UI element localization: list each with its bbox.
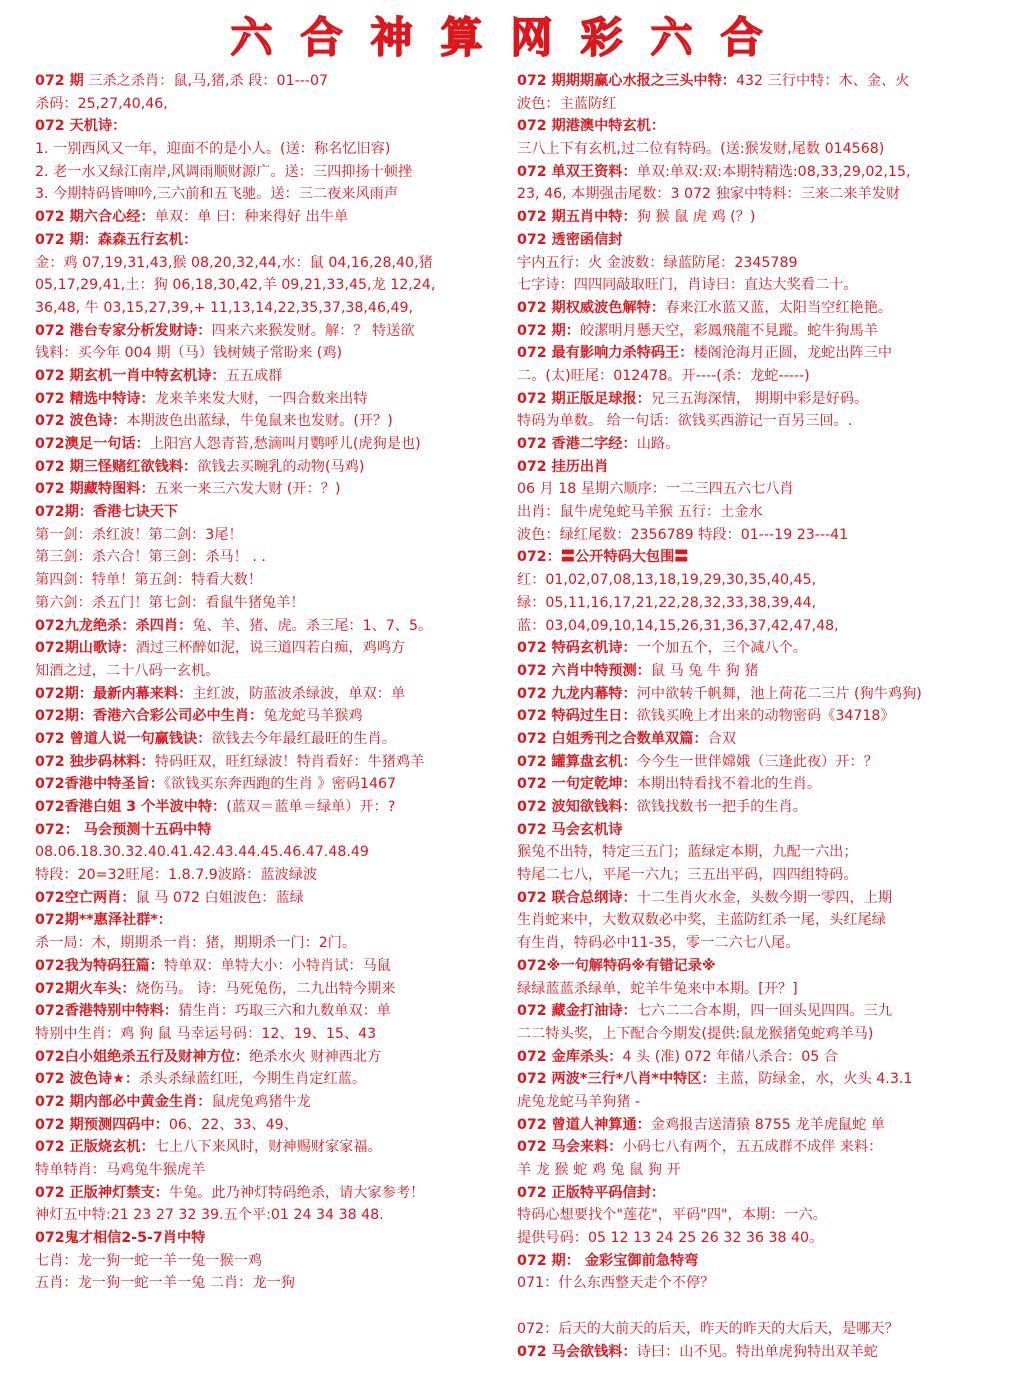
text-line <box>35 1250 507 1273</box>
text-line <box>35 864 507 887</box>
line-body: 钱料：买今年 004 期（马）钱树姨子常盼来 (鸡) <box>35 345 343 362</box>
line-body: 欲钱找数书一把手的生肖。 <box>636 799 807 815</box>
line-heading: 072 独步码林料： <box>35 753 155 770</box>
line-heading: 072 马会来料： <box>517 1139 623 1156</box>
line-body: 《欲钱买东奔西跑的生肖 》密码1467 <box>163 776 397 793</box>
text-line <box>517 410 997 433</box>
text-line <box>35 1227 507 1250</box>
line-heading: 072 期：森森五行玄机： <box>35 231 198 248</box>
text-line <box>517 252 997 275</box>
line-body: 主蓝，防绿金，水，火头 4.3.1 <box>715 1071 913 1088</box>
line-body: 特码心想要找个"莲花"，平码"四"，本期：一六。 <box>517 1207 827 1224</box>
text-line <box>35 93 507 116</box>
text-line <box>35 932 507 955</box>
line-body: 06、22、33、49、 <box>168 1116 298 1133</box>
text-line <box>517 955 997 978</box>
line-body: 2. 老一水又绿江南岸,风调雨顺财源广。送：三四抑扬十顿挫 <box>35 163 413 180</box>
text-line <box>517 93 997 116</box>
text-line <box>517 433 997 456</box>
line-heading: 072 曾道人说一句赢钱诀： <box>35 730 212 747</box>
line-heading: 072 藏金打油诗： <box>517 1003 637 1020</box>
text-line <box>517 728 997 751</box>
text-line <box>517 1136 997 1159</box>
text-line <box>35 1114 507 1137</box>
text-line <box>517 683 997 706</box>
line-heading: 072 期 <box>35 73 84 89</box>
line-body: 生肖蛇来中，大数双数必中奖，主蓝防红杀一尾，头红尾绿 <box>517 912 886 929</box>
text-line <box>517 1023 997 1046</box>
line-body: 上阳宫人怨青苔,愁滴叫月鹦呼儿(虎狗是也) <box>149 436 421 452</box>
line-body: 1. 一别西风又一年，迎面不的是小人。(送：称名忆旧容) <box>35 141 391 158</box>
text-line <box>35 569 507 592</box>
text-line <box>517 1250 997 1273</box>
line-heading: 072：〓公开特码大包围〓 <box>517 549 689 566</box>
line-body: 龙来羊来发大财，一四合数来出特 <box>154 390 368 407</box>
line-body: 第三剑：杀六合！第三剑：杀马！ . . <box>35 549 266 566</box>
line-body: 特单特肖：马鸡兔牛猴虎羊 <box>35 1162 206 1178</box>
line-body: 071：什么东西整天走个不停？ <box>517 1275 715 1292</box>
line-heading: 072 期： <box>517 322 580 339</box>
text-line <box>35 773 507 796</box>
text-line <box>35 1182 507 1205</box>
line-heading: 072期：香港七诀天下 <box>35 504 179 521</box>
line-heading: 072 一句定乾坤： <box>517 776 637 793</box>
line-heading: 072 波色诗： <box>35 413 127 430</box>
line-body: 小码七八有两个，五五成群不成伴 来料： <box>622 1139 883 1156</box>
line-heading: 072空亡两肖： <box>35 889 136 906</box>
line-heading: 072 曾道人神算通： <box>517 1116 651 1133</box>
text-line <box>35 320 507 343</box>
text-line <box>35 955 507 978</box>
line-body: 蓝：03,04,09,10,14,15,26,31,36,37,42,47,48, <box>517 617 839 634</box>
text-line <box>517 1046 997 1069</box>
line-heading: 072澳足一句话： <box>35 436 150 452</box>
line-body: 欲钱去今年最红最旺的生肖。 <box>211 730 396 747</box>
line-body: 本期波色出蓝绿，牛兔鼠来也发财。(开？) <box>126 413 393 430</box>
line-heading: 072 期预测四码中： <box>35 1116 169 1133</box>
line-body: 七肖：龙一狗一蛇一羊一兔一猴一鸡 <box>35 1252 263 1269</box>
line-body: 鼠 马 072 白姐波色：蓝绿 <box>135 889 304 906</box>
text-line <box>517 592 997 615</box>
line-heading: 072： 马会预测十五码中特 <box>35 821 212 838</box>
line-heading: 072 马会欲钱料： <box>517 1343 637 1360</box>
text-line <box>35 365 507 388</box>
text-line <box>35 705 507 728</box>
text-line <box>35 297 507 320</box>
line-body: 河中欲转千帆舞，池上荷花二三片 (狗牛鸡狗) <box>636 685 922 702</box>
text-line <box>35 1023 507 1046</box>
line-body: 红：01,02,07,08,13,18,19,29,30,35,40,45, <box>517 572 817 589</box>
text-line <box>517 478 997 501</box>
text-line <box>35 410 507 433</box>
line-body: 楼阁沧海月正圆，龙蛇出阵三中 <box>693 345 893 362</box>
line-body: 23, 46, 本期强击尾数：3 072 独家中特料：三来二来羊发财 <box>517 186 901 203</box>
line-body: 有生肖，特码必中11-35，零一二六七八尾。 <box>517 935 800 952</box>
line-body: 金鸡报吉送清猿 8755 龙羊虎鼠蛇 单 <box>650 1116 885 1133</box>
text-line <box>517 637 997 660</box>
line-heading: 072 期玄机一肖中特玄机诗： <box>35 367 226 384</box>
line-body: 五五成群 <box>225 367 283 384</box>
text-line <box>517 660 997 683</box>
line-body: 七六二二合本期，四一回头见四四。三九 <box>636 1003 893 1020</box>
text-line <box>35 274 507 297</box>
line-body: 432 三行中特：木、金、火 <box>736 73 910 89</box>
text-line <box>35 887 507 910</box>
line-heading: 072期山歌诗： <box>35 640 136 657</box>
text-line <box>35 909 507 932</box>
text-line <box>35 1091 507 1114</box>
line-heading: 072 期正版足球报： <box>517 390 651 407</box>
line-body: 二。(太)旺尾：012478。开----(杀：龙蛇-----) <box>517 367 810 384</box>
line-body: 兔、羊、猪、虎。杀三尾：1、7、5。 <box>192 617 433 634</box>
text-line <box>35 115 507 138</box>
line-heading: 072期：最新内幕来料： <box>35 685 193 702</box>
line-heading: 072 金库杀头： <box>517 1048 623 1065</box>
line-heading: 072期火车头： <box>35 980 136 997</box>
line-heading: 072 联合总纲诗： <box>517 889 637 906</box>
text-line <box>517 932 997 955</box>
line-body: 金：鸡 07,19,31,43,猴 08,20,32,44,水：鼠 04,16,28,40,猪 <box>35 254 433 271</box>
line-body: 杀码：25,27,40,46, <box>35 95 168 112</box>
line-body: 绝杀水火 财神西北方 <box>249 1048 382 1065</box>
line-heading: 072 期权威波色解特： <box>517 299 666 316</box>
line-heading: 072香港特别中特料： <box>35 1003 179 1020</box>
text-line <box>35 683 507 706</box>
text-line <box>517 819 997 842</box>
line-body: 猜生肖：巧取三六和九数单双：单 <box>178 1003 391 1020</box>
text-line <box>517 1091 997 1114</box>
text-line <box>517 1068 997 1091</box>
text-line <box>35 978 507 1001</box>
line-heading: 072 期期期赢心水报之三头中特： <box>517 73 736 89</box>
text-line <box>517 864 997 887</box>
text-line <box>35 342 507 365</box>
line-heading: 072 波色诗★： <box>35 1071 140 1088</box>
line-body: 诗曰：山不见。特出单虎狗特出双羊蛇 <box>636 1343 878 1360</box>
text-line <box>517 1114 997 1137</box>
line-body: 特单双：单特大小：小特肖试：马鼠 <box>163 957 391 974</box>
text-line <box>35 388 507 411</box>
line-heading: 072 正版神灯禁支： <box>35 1184 169 1201</box>
text-line <box>517 115 997 138</box>
text-line <box>35 841 507 864</box>
line-body: 3. 今期特码皆呻吟,三六前和五飞驰。送：三二夜来风雨声 <box>35 186 399 203</box>
text-line <box>35 1068 507 1091</box>
line-heading: 072 挂历出肖 <box>517 458 609 475</box>
text-line <box>517 524 997 547</box>
line-heading: 072 最有影响力杀特码王： <box>517 345 694 362</box>
text-line <box>35 660 507 683</box>
line-heading: 072我为特码狂篇： <box>35 957 164 974</box>
text-line <box>517 751 997 774</box>
line-heading: 072※一句解特码※有错记录※ <box>517 957 716 974</box>
line-heading: 072 波知欲钱料： <box>517 799 637 815</box>
line-body: 虎兔龙蛇马羊狗猪 - <box>517 1093 641 1110</box>
text-line <box>35 524 507 547</box>
line-heading: 072 期内部必中黄金生肖： <box>35 1093 212 1110</box>
text-line <box>35 1159 507 1182</box>
line-body: 36,48, 牛 03,15,27,39,+ 11,13,14,22,35,37,38,46,49, <box>35 299 414 316</box>
line-body: 酒过三杯醉如泥，说三道四若白痴，鸡鸣方 <box>135 640 406 657</box>
line-heading: 072九龙绝杀：杀四肖： <box>35 617 193 634</box>
text-line <box>35 592 507 615</box>
page-title: 六合神算网彩六合 <box>230 13 791 62</box>
line-body: 特别中生肖：鸡 狗 鼠 马幸运号码：12、19、15、43 <box>35 1025 377 1042</box>
line-body: 杀一局：木，期期杀一肖：猪，期期杀一门：2门。 <box>35 935 357 952</box>
line-body: 二二特头奖，上下配合今期发(提供:鼠龙猴猪兔蛇鸡羊马) <box>517 1025 874 1042</box>
line-body: 兔龙蛇马羊猴鸡 <box>263 708 363 725</box>
line-body: 出肖：鼠牛虎兔蛇马羊猴 五行：土金水 <box>517 504 763 521</box>
text-line <box>35 728 507 751</box>
line-body: 五来一来三六发大财 (开：？) <box>154 481 341 498</box>
text-line <box>517 1159 997 1182</box>
line-body: 七上八下来风时，财神赐财家家福。 <box>154 1139 382 1156</box>
line-heading: 072 期： 金彩宝御前急特弯 <box>517 1252 699 1269</box>
line-heading: 072 单双王资料： <box>517 163 637 180</box>
line-heading: 072 期六合心经： <box>35 209 155 226</box>
line-body: 今今生一世伴嫦娥（三逢此夜）开：？ <box>636 753 878 770</box>
line-body: 一个加五个，三个减八个。 <box>636 640 807 657</box>
line-body: 鼠虎兔鸡猪牛龙 <box>211 1093 311 1110</box>
text-line <box>35 1046 507 1069</box>
text-line <box>35 229 507 252</box>
line-body: 特段：20=32旺尾：1.8.7.9波路：蓝波绿波 <box>35 867 318 884</box>
text-line <box>35 751 507 774</box>
text-line <box>35 796 507 819</box>
line-body: 杀头杀绿蓝红旺，今期生肖定红蓝。 <box>139 1071 367 1088</box>
right-column <box>517 70 997 1363</box>
line-body: 波色：主蓝防红 <box>517 95 617 112</box>
line-body: 七字诗：四四同敲取旺门，肖诗曰：直达大奖看二十。 <box>517 277 858 294</box>
line-heading: 072 正版烧玄机： <box>35 1139 155 1156</box>
text-line <box>35 70 507 93</box>
line-body: 烧伤马。 诗：马死兔伤，二九出特今期来 <box>135 980 396 997</box>
line-heading: 072 特码玄机诗： <box>517 640 637 657</box>
line-body: 知酒之过，二十八码一玄机。 <box>35 662 220 679</box>
text-line <box>35 501 507 524</box>
line-heading: 072 期港澳中特玄机： <box>517 118 666 135</box>
text-line <box>35 206 507 229</box>
text-line <box>517 841 997 864</box>
text-line <box>517 1204 997 1227</box>
line-body: 欲钱买晚上才出来的动物密码《34718》 <box>636 708 895 725</box>
text-line <box>517 1318 997 1341</box>
text-line <box>517 1000 997 1023</box>
line-heading: 072 期三怪赌红欲钱料： <box>35 458 198 475</box>
text-line <box>35 615 507 638</box>
text-line <box>517 229 997 252</box>
text-line <box>35 1204 507 1227</box>
text-line <box>517 615 997 638</box>
line-body: 绿绿蓝蓝杀绿单，蛇羊牛兔来中本期。[开？] <box>517 980 798 997</box>
text-line <box>517 773 997 796</box>
line-body: 单双:单双:双:本期特精选:08,33,29,02,15, <box>636 163 911 180</box>
line-body: 合双 <box>707 730 737 747</box>
line-body: 山路。 <box>636 436 680 452</box>
text-line <box>517 501 997 524</box>
line-body: 四来六来猴发财。解：？ 特送欲 <box>211 322 415 339</box>
line-heading: 072期**惠泽社群*： <box>35 912 172 929</box>
text-line <box>517 297 997 320</box>
text-line <box>517 887 997 910</box>
text-line <box>517 342 997 365</box>
line-heading: 072 罐算盘玄机： <box>517 753 637 770</box>
text-line <box>35 138 507 161</box>
line-body: 宇内五行：火 金波数：绿蓝防尾：2345789 <box>517 254 798 271</box>
text-line <box>517 1341 997 1364</box>
text-line <box>517 365 997 388</box>
line-body: 072：后天的大前天的后天，昨天的昨天的大后天，是哪天？ <box>517 1320 899 1337</box>
text-line <box>517 206 997 229</box>
text-line <box>517 183 997 206</box>
line-heading: 072 两波*三行*八肖*中特区： <box>517 1071 716 1088</box>
line-body: (蓝双＝蓝单＝绿单）开：? <box>226 799 396 815</box>
line-body: 神灯五中特:21 23 27 32 39.五个平:01 24 34 38 48. <box>35 1207 384 1224</box>
line-body: 狗 猴 鼠 虎 鸡 (？) <box>636 209 756 226</box>
line-heading: 072 精选中特诗： <box>35 390 155 407</box>
line-heading: 072 白姐秀刊之合数单双篇： <box>517 730 708 747</box>
line-body: 皎潔明月懸天空，彩鳳飛龍不見蹤。蛇牛狗馬羊 <box>579 322 878 339</box>
line-body: 第一剑：杀红波！第二剑：3尾！ <box>35 526 243 543</box>
line-heading: 072 港台专家分析发财诗： <box>35 322 212 339</box>
line-body: 特尾二七八，平尾一六九；三五出平码，四四组特码。 <box>517 867 858 884</box>
text-line <box>517 1182 997 1205</box>
line-body: 鼠 马 兔 牛 狗 猪 <box>650 662 759 679</box>
line-heading: 072期：香港六合彩公司必中生肖： <box>35 708 264 725</box>
line-body: 羊 龙 猴 蛇 鸡 兔 鼠 狗 开 <box>517 1162 681 1178</box>
line-body: 三杀之杀肖：鼠,马,猪,杀 段：01---07 <box>83 73 329 89</box>
text-line <box>517 909 997 932</box>
text-line <box>517 705 997 728</box>
line-heading: 072香港白姐 3 个半波中特： <box>35 799 227 815</box>
line-heading: 072鬼才相信2-5-7肖中特 <box>35 1230 206 1247</box>
line-body: 本期出特看找不着北的生肖。 <box>636 776 822 793</box>
text-line <box>35 183 507 206</box>
line-heading: 072 天机诗： <box>35 118 127 135</box>
line-body: 兄三五海深情， 期期中彩是好码。 <box>650 390 869 407</box>
line-body: 特码旺双，旺红绿波！特肖看好：牛猪鸡羊 <box>154 753 425 770</box>
line-body: 第六剑：杀五门！第七剑：看鼠牛猪兔羊！ <box>35 594 305 611</box>
line-heading: 072 特码过生日： <box>517 708 637 725</box>
text-line <box>35 161 507 184</box>
left-column <box>35 70 507 1295</box>
text-line <box>35 1136 507 1159</box>
text-line <box>517 1227 997 1250</box>
line-body: 06 月 18 星期六顺序：一二三四五六七八肖 <box>517 481 794 498</box>
line-heading: 072 马会玄机诗 <box>517 821 623 838</box>
line-heading: 072 期藏特图料： <box>35 481 155 498</box>
text-line <box>517 796 997 819</box>
line-body: 牛兔。此乃神灯特码绝杀，请大家参考！ <box>168 1184 425 1201</box>
line-heading: 072 香港二字经： <box>517 436 637 452</box>
text-line <box>35 637 507 660</box>
line-body: 春来江水蓝又蓝，太阳当空红艳艳。 <box>665 299 893 316</box>
line-body: 08.06.18.30.32.40.41.42.43.44.45.46.47.48.49 <box>35 844 369 861</box>
text-line <box>35 478 507 501</box>
text-line <box>517 388 997 411</box>
line-body: 提供号码：05 12 13 24 25 26 32 36 38 40。 <box>517 1230 824 1247</box>
text-line <box>35 546 507 569</box>
text-line <box>517 546 997 569</box>
line-heading: 072香港中特圣旨： <box>35 776 164 793</box>
line-body: 主红波，防蓝波杀绿波，单双：单 <box>192 685 406 702</box>
line-body: 4 头 (准) 072 年储八杀合：05 合 <box>622 1048 838 1065</box>
line-body: 第四剑：特单！第五剑：特看大数！ <box>35 572 263 589</box>
line-heading: 072 九龙内幕特： <box>517 685 637 702</box>
line-body: 猴兔不出特，特定三五门；蓝绿定本期，九配一六出； <box>517 844 858 861</box>
line-heading: 072 透密函信封 <box>517 231 623 248</box>
line-heading: 072 正版特平码信封： <box>517 1184 666 1201</box>
text-line <box>35 1000 507 1023</box>
line-body: 三八上下有玄机,过二位有特码。(送:猴发财,尾数 014568) <box>517 141 885 158</box>
line-body: 05,17,29,41,土：狗 06,18,30,42,羊 09,21,33,45,龙 12,24, <box>35 277 436 294</box>
text-line <box>35 1272 507 1295</box>
text-line <box>517 569 997 592</box>
line-body: 绿：05,11,16,17,21,22,28,32,33,38,39,44, <box>517 594 817 611</box>
text-line <box>517 138 997 161</box>
line-body: 五肖：龙一狗一蛇一羊一兔 二肖：龙一狗 <box>35 1275 295 1292</box>
line-body: 欲钱去买畹乳的动物(马鸡) <box>197 458 365 475</box>
line-body: 特码为单数。 给一句话：欲钱买西游记一百另三回。. <box>517 413 853 430</box>
text-line <box>35 433 507 456</box>
line-heading: 072白小姐绝杀五行及财神方位： <box>35 1048 250 1065</box>
text-line <box>517 1272 997 1295</box>
text-line <box>517 161 997 184</box>
text-line <box>35 456 507 479</box>
line-body: 单双：单 曰：种来得好 出牛单 <box>154 209 349 226</box>
text-line <box>517 456 997 479</box>
line-body: 波色：绿红尾数：2356789 特段：01---19 23---41 <box>517 526 849 543</box>
line-body: 十二生肖火水金，头数今期一零四，上期 <box>636 889 893 906</box>
text-line <box>517 320 997 343</box>
text-line <box>517 978 997 1001</box>
text-line <box>517 70 997 93</box>
line-heading: 072 六肖中特预测： <box>517 662 651 679</box>
text-line <box>517 1295 997 1318</box>
text-line <box>35 252 507 275</box>
text-line <box>517 274 997 297</box>
line-heading: 072 期五肖中特： <box>517 209 637 226</box>
text-line <box>35 819 507 842</box>
